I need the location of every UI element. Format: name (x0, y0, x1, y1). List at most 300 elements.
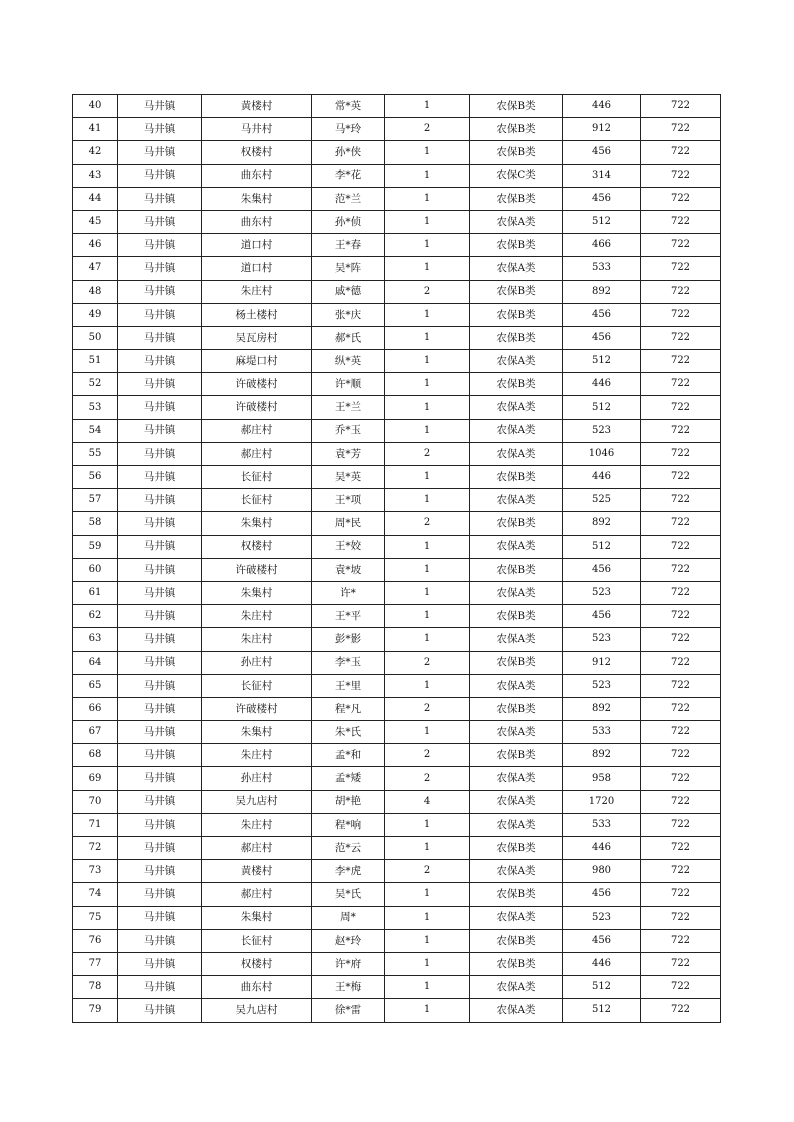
name-cell: 王*春 (312, 234, 385, 257)
category-cell: 农保A类 (470, 790, 563, 813)
town-cell: 马井镇 (118, 628, 202, 651)
village-cell: 杨土楼村 (202, 303, 312, 326)
standard-cell: 722 (641, 628, 721, 651)
category-cell: 农保B类 (470, 118, 563, 141)
row-number-cell: 52 (73, 373, 118, 396)
town-cell: 马井镇 (118, 396, 202, 419)
row-number-cell: 49 (73, 303, 118, 326)
category-cell: 农保A类 (470, 813, 563, 836)
row-number-cell: 67 (73, 721, 118, 744)
count-cell: 1 (385, 883, 470, 906)
name-cell: 王*项 (312, 489, 385, 512)
category-cell: 农保B类 (470, 883, 563, 906)
amount-cell: 892 (563, 744, 641, 767)
table-row (73, 790, 721, 813)
amount-cell: 512 (563, 535, 641, 558)
count-cell: 2 (385, 280, 470, 303)
count-cell: 1 (385, 605, 470, 628)
name-cell: 王*平 (312, 605, 385, 628)
standard-cell: 722 (641, 860, 721, 883)
amount-cell: 456 (563, 303, 641, 326)
town-cell: 马井镇 (118, 976, 202, 999)
row-number-cell: 61 (73, 581, 118, 604)
amount-cell: 958 (563, 767, 641, 790)
village-cell: 权楼村 (202, 952, 312, 975)
category-cell: 农保B类 (470, 837, 563, 860)
standard-cell: 722 (641, 581, 721, 604)
row-number-cell: 62 (73, 605, 118, 628)
town-cell: 马井镇 (118, 697, 202, 720)
category-cell: 农保B类 (470, 952, 563, 975)
category-cell: 农保A类 (470, 257, 563, 280)
standard-cell: 722 (641, 535, 721, 558)
row-number-cell: 77 (73, 952, 118, 975)
town-cell: 马井镇 (118, 558, 202, 581)
standard-cell: 722 (641, 906, 721, 929)
count-cell: 1 (385, 234, 470, 257)
category-cell: 农保B类 (470, 234, 563, 257)
table-row (73, 234, 721, 257)
name-cell: 程*响 (312, 813, 385, 836)
town-cell: 马井镇 (118, 906, 202, 929)
row-number-cell: 53 (73, 396, 118, 419)
amount-cell: 512 (563, 210, 641, 233)
table-row (73, 466, 721, 489)
count-cell: 2 (385, 860, 470, 883)
name-cell: 王*兰 (312, 396, 385, 419)
count-cell: 2 (385, 442, 470, 465)
amount-cell: 512 (563, 350, 641, 373)
name-cell: 张*庆 (312, 303, 385, 326)
name-cell: 范*云 (312, 837, 385, 860)
row-number-cell: 56 (73, 466, 118, 489)
count-cell: 1 (385, 721, 470, 744)
row-number-cell: 70 (73, 790, 118, 813)
category-cell: 农保B类 (470, 141, 563, 164)
row-number-cell: 71 (73, 813, 118, 836)
town-cell: 马井镇 (118, 790, 202, 813)
name-cell: 李*玉 (312, 651, 385, 674)
name-cell: 王*里 (312, 674, 385, 697)
category-cell: 农保B类 (470, 558, 563, 581)
table-row (73, 419, 721, 442)
table-row (73, 837, 721, 860)
town-cell: 马井镇 (118, 489, 202, 512)
row-number-cell: 75 (73, 906, 118, 929)
standard-cell: 722 (641, 952, 721, 975)
row-number-cell: 74 (73, 883, 118, 906)
amount-cell: 523 (563, 628, 641, 651)
table-row (73, 164, 721, 187)
count-cell: 1 (385, 396, 470, 419)
row-number-cell: 45 (73, 210, 118, 233)
category-cell: 农保A类 (470, 419, 563, 442)
row-number-cell: 59 (73, 535, 118, 558)
table-row (73, 952, 721, 975)
table-row (73, 257, 721, 280)
table-row (73, 442, 721, 465)
count-cell: 1 (385, 952, 470, 975)
row-number-cell: 66 (73, 697, 118, 720)
amount-cell: 512 (563, 976, 641, 999)
village-cell: 权楼村 (202, 535, 312, 558)
row-number-cell: 46 (73, 234, 118, 257)
amount-cell: 512 (563, 999, 641, 1022)
standard-cell: 722 (641, 999, 721, 1022)
town-cell: 马井镇 (118, 674, 202, 697)
count-cell: 1 (385, 350, 470, 373)
village-cell: 吴瓦房村 (202, 326, 312, 349)
category-cell: 农保B类 (470, 744, 563, 767)
amount-cell: 456 (563, 883, 641, 906)
name-cell: 李*虎 (312, 860, 385, 883)
count-cell: 1 (385, 141, 470, 164)
row-number-cell: 76 (73, 929, 118, 952)
village-cell: 长征村 (202, 489, 312, 512)
category-cell: 农保B类 (470, 512, 563, 535)
town-cell: 马井镇 (118, 234, 202, 257)
amount-cell: 446 (563, 95, 641, 118)
standard-cell: 722 (641, 442, 721, 465)
table-row (73, 697, 721, 720)
standard-cell: 722 (641, 257, 721, 280)
table-row (73, 187, 721, 210)
row-number-cell: 64 (73, 651, 118, 674)
count-cell: 1 (385, 837, 470, 860)
town-cell: 马井镇 (118, 605, 202, 628)
standard-cell: 722 (641, 350, 721, 373)
village-cell: 权楼村 (202, 141, 312, 164)
amount-cell: 456 (563, 558, 641, 581)
name-cell: 许*顺 (312, 373, 385, 396)
count-cell: 1 (385, 210, 470, 233)
row-number-cell: 78 (73, 976, 118, 999)
town-cell: 马井镇 (118, 373, 202, 396)
name-cell: 孟*矮 (312, 767, 385, 790)
village-cell: 朱集村 (202, 906, 312, 929)
table-row (73, 210, 721, 233)
village-cell: 朱庄村 (202, 280, 312, 303)
table-row (73, 860, 721, 883)
standard-cell: 722 (641, 466, 721, 489)
table-row (73, 651, 721, 674)
village-cell: 孙庄村 (202, 767, 312, 790)
name-cell: 乔*玉 (312, 419, 385, 442)
category-cell: 农保A类 (470, 396, 563, 419)
amount-cell: 446 (563, 466, 641, 489)
name-cell: 戚*德 (312, 280, 385, 303)
table-row (73, 581, 721, 604)
standard-cell: 722 (641, 210, 721, 233)
table-row (73, 373, 721, 396)
standard-cell: 722 (641, 651, 721, 674)
category-cell: 农保B类 (470, 326, 563, 349)
count-cell: 4 (385, 790, 470, 813)
village-cell: 曲东村 (202, 210, 312, 233)
amount-cell: 456 (563, 187, 641, 210)
name-cell: 孙*侦 (312, 210, 385, 233)
amount-cell: 1046 (563, 442, 641, 465)
category-cell: 农保A类 (470, 999, 563, 1022)
village-cell: 朱集村 (202, 187, 312, 210)
row-number-cell: 57 (73, 489, 118, 512)
table-row (73, 558, 721, 581)
standard-cell: 722 (641, 141, 721, 164)
town-cell: 马井镇 (118, 535, 202, 558)
amount-cell: 912 (563, 651, 641, 674)
amount-cell: 466 (563, 234, 641, 257)
amount-cell: 912 (563, 118, 641, 141)
name-cell: 吴*阵 (312, 257, 385, 280)
table-row (73, 350, 721, 373)
town-cell: 马井镇 (118, 419, 202, 442)
name-cell: 马*玲 (312, 118, 385, 141)
town-cell: 马井镇 (118, 466, 202, 489)
row-number-cell: 41 (73, 118, 118, 141)
count-cell: 2 (385, 651, 470, 674)
category-cell: 农保A类 (470, 442, 563, 465)
table-row (73, 118, 721, 141)
table-row (73, 303, 721, 326)
standard-cell: 722 (641, 512, 721, 535)
town-cell: 马井镇 (118, 442, 202, 465)
name-cell: 王*梅 (312, 976, 385, 999)
standard-cell: 722 (641, 95, 721, 118)
standard-cell: 722 (641, 674, 721, 697)
amount-cell: 314 (563, 164, 641, 187)
row-number-cell: 79 (73, 999, 118, 1022)
standard-cell: 722 (641, 373, 721, 396)
data-table (72, 94, 721, 1023)
row-number-cell: 60 (73, 558, 118, 581)
village-cell: 孙庄村 (202, 651, 312, 674)
table-row (73, 512, 721, 535)
amount-cell: 446 (563, 373, 641, 396)
table-row (73, 721, 721, 744)
town-cell: 马井镇 (118, 118, 202, 141)
row-number-cell: 73 (73, 860, 118, 883)
count-cell: 1 (385, 373, 470, 396)
standard-cell: 722 (641, 164, 721, 187)
amount-cell: 446 (563, 837, 641, 860)
table-row (73, 744, 721, 767)
table-row (73, 396, 721, 419)
town-cell: 马井镇 (118, 141, 202, 164)
amount-cell: 1720 (563, 790, 641, 813)
category-cell: 农保A类 (470, 489, 563, 512)
count-cell: 1 (385, 558, 470, 581)
row-number-cell: 55 (73, 442, 118, 465)
category-cell: 农保B类 (470, 95, 563, 118)
row-number-cell: 58 (73, 512, 118, 535)
town-cell: 马井镇 (118, 581, 202, 604)
amount-cell: 892 (563, 697, 641, 720)
table-row (73, 767, 721, 790)
town-cell: 马井镇 (118, 929, 202, 952)
category-cell: 农保B类 (470, 697, 563, 720)
amount-cell: 523 (563, 419, 641, 442)
village-cell: 许破楼村 (202, 558, 312, 581)
category-cell: 农保B类 (470, 303, 563, 326)
table-row (73, 628, 721, 651)
count-cell: 2 (385, 697, 470, 720)
category-cell: 农保B类 (470, 373, 563, 396)
village-cell: 朱集村 (202, 512, 312, 535)
village-cell: 朱庄村 (202, 744, 312, 767)
village-cell: 吴九店村 (202, 999, 312, 1022)
table-row (73, 605, 721, 628)
standard-cell: 722 (641, 697, 721, 720)
row-number-cell: 69 (73, 767, 118, 790)
standard-cell: 722 (641, 605, 721, 628)
row-number-cell: 42 (73, 141, 118, 164)
standard-cell: 722 (641, 187, 721, 210)
name-cell: 吴*英 (312, 466, 385, 489)
amount-cell: 980 (563, 860, 641, 883)
category-cell: 农保B类 (470, 466, 563, 489)
name-cell: 袁*坡 (312, 558, 385, 581)
category-cell: 农保A类 (470, 674, 563, 697)
standard-cell: 722 (641, 558, 721, 581)
name-cell: 朱*氏 (312, 721, 385, 744)
village-cell: 许破楼村 (202, 373, 312, 396)
table-row (73, 674, 721, 697)
table-row (73, 813, 721, 836)
table-row (73, 326, 721, 349)
village-cell: 曲东村 (202, 976, 312, 999)
table-body (73, 95, 721, 1023)
standard-cell: 722 (641, 976, 721, 999)
village-cell: 长征村 (202, 929, 312, 952)
standard-cell: 722 (641, 419, 721, 442)
standard-cell: 722 (641, 118, 721, 141)
amount-cell: 512 (563, 396, 641, 419)
village-cell: 许破楼村 (202, 697, 312, 720)
amount-cell: 525 (563, 489, 641, 512)
count-cell: 1 (385, 164, 470, 187)
category-cell: 农保B类 (470, 280, 563, 303)
row-number-cell: 43 (73, 164, 118, 187)
category-cell: 农保A类 (470, 581, 563, 604)
category-cell: 农保B类 (470, 187, 563, 210)
standard-cell: 722 (641, 326, 721, 349)
name-cell: 郝*氏 (312, 326, 385, 349)
town-cell: 马井镇 (118, 164, 202, 187)
town-cell: 马井镇 (118, 813, 202, 836)
standard-cell: 722 (641, 280, 721, 303)
amount-cell: 892 (563, 280, 641, 303)
village-cell: 吴九店村 (202, 790, 312, 813)
village-cell: 朱集村 (202, 581, 312, 604)
town-cell: 马井镇 (118, 767, 202, 790)
category-cell: 农保B类 (470, 929, 563, 952)
amount-cell: 892 (563, 512, 641, 535)
town-cell: 马井镇 (118, 303, 202, 326)
category-cell: 农保A类 (470, 860, 563, 883)
category-cell: 农保A类 (470, 906, 563, 929)
village-cell: 许破楼村 (202, 396, 312, 419)
table-row (73, 535, 721, 558)
count-cell: 2 (385, 512, 470, 535)
category-cell: 农保A类 (470, 628, 563, 651)
name-cell: 徐*雷 (312, 999, 385, 1022)
count-cell: 1 (385, 303, 470, 326)
amount-cell: 533 (563, 721, 641, 744)
name-cell: 范*兰 (312, 187, 385, 210)
amount-cell: 456 (563, 326, 641, 349)
amount-cell: 523 (563, 581, 641, 604)
category-cell: 农保C类 (470, 164, 563, 187)
name-cell: 袁*芳 (312, 442, 385, 465)
standard-cell: 722 (641, 883, 721, 906)
count-cell: 2 (385, 767, 470, 790)
village-cell: 朱集村 (202, 721, 312, 744)
name-cell: 胡*艳 (312, 790, 385, 813)
town-cell: 马井镇 (118, 744, 202, 767)
name-cell: 吴*氏 (312, 883, 385, 906)
count-cell: 1 (385, 976, 470, 999)
table-row (73, 929, 721, 952)
village-cell: 马井村 (202, 118, 312, 141)
count-cell: 1 (385, 95, 470, 118)
count-cell: 1 (385, 466, 470, 489)
count-cell: 1 (385, 628, 470, 651)
row-number-cell: 63 (73, 628, 118, 651)
table-row (73, 141, 721, 164)
town-cell: 马井镇 (118, 837, 202, 860)
count-cell: 1 (385, 419, 470, 442)
count-cell: 1 (385, 674, 470, 697)
town-cell: 马井镇 (118, 187, 202, 210)
name-cell: 许*府 (312, 952, 385, 975)
standard-cell: 722 (641, 813, 721, 836)
table-row (73, 95, 721, 118)
row-number-cell: 50 (73, 326, 118, 349)
row-number-cell: 72 (73, 837, 118, 860)
town-cell: 马井镇 (118, 860, 202, 883)
name-cell: 彭*影 (312, 628, 385, 651)
row-number-cell: 48 (73, 280, 118, 303)
category-cell: 农保A类 (470, 976, 563, 999)
count-cell: 1 (385, 813, 470, 836)
town-cell: 马井镇 (118, 280, 202, 303)
standard-cell: 722 (641, 790, 721, 813)
village-cell: 道口村 (202, 257, 312, 280)
standard-cell: 722 (641, 744, 721, 767)
name-cell: 孟*和 (312, 744, 385, 767)
town-cell: 马井镇 (118, 257, 202, 280)
amount-cell: 523 (563, 674, 641, 697)
village-cell: 郝庄村 (202, 837, 312, 860)
town-cell: 马井镇 (118, 721, 202, 744)
table-row (73, 906, 721, 929)
village-cell: 朱庄村 (202, 605, 312, 628)
village-cell: 朱庄村 (202, 813, 312, 836)
standard-cell: 722 (641, 721, 721, 744)
count-cell: 1 (385, 489, 470, 512)
count-cell: 1 (385, 187, 470, 210)
amount-cell: 456 (563, 605, 641, 628)
amount-cell: 456 (563, 929, 641, 952)
count-cell: 2 (385, 118, 470, 141)
name-cell: 纵*英 (312, 350, 385, 373)
table-row (73, 976, 721, 999)
row-number-cell: 68 (73, 744, 118, 767)
count-cell: 1 (385, 906, 470, 929)
table-row (73, 280, 721, 303)
amount-cell: 456 (563, 141, 641, 164)
count-cell: 1 (385, 999, 470, 1022)
